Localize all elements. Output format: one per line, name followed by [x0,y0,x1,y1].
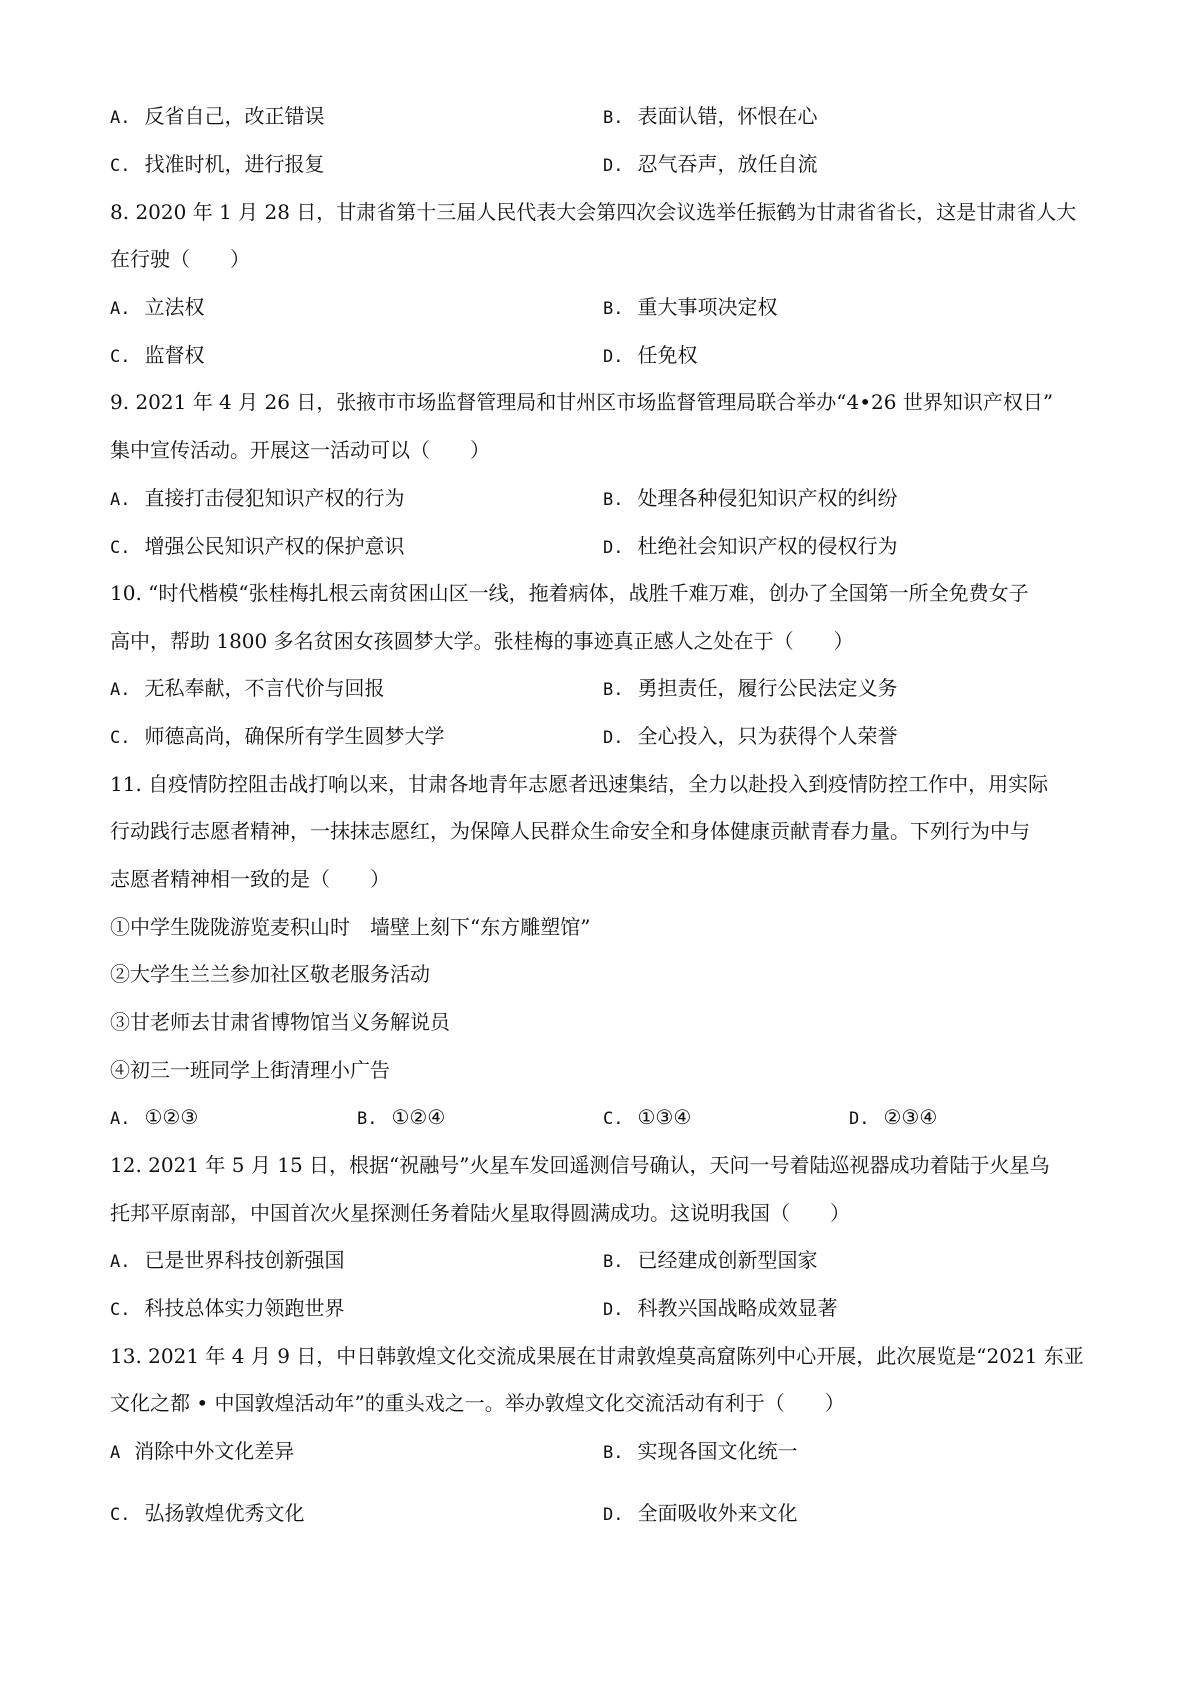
q9-stem-line-2: 集中宣传活动。开展这一活动可以（ ） [110,438,490,462]
q12-option-a[interactable] [110,1247,344,1275]
q13-stem-line-1: 13. 2021 年 4 月 9 日，中日韩敦煌文化交流成果展在甘肃敦煌莫高窟陈列中心开展，此次展览是“2021 东亚 [110,1344,1084,1368]
option-label: C. [110,728,131,748]
option-text: 直接打击侵犯知识产权的行为 [144,486,405,510]
option-text: 消除中外文化差异 [134,1439,295,1463]
option-text: ②③④ [883,1105,938,1129]
q7-option-d[interactable] [603,151,817,179]
option-label: C. [110,156,131,176]
q7-option-a[interactable] [110,103,324,131]
option-text: 弘扬敦煌优秀文化 [144,1501,305,1525]
option-text: 反省自己，改正错误 [144,104,325,128]
q9-option-b[interactable] [603,485,897,513]
q12-option-d[interactable] [603,1295,837,1323]
q11-option-a[interactable] [110,1104,198,1132]
option-label: D. [603,156,624,176]
option-text: 无私奉献，不言代价与回报 [144,676,385,700]
option-text: 已是世界科技创新强国 [144,1248,345,1272]
option-text: 师德高尚，确保所有学生圆梦大学 [144,724,445,748]
option-text: 忍气吞声，放任自流 [637,152,818,176]
q13-option-d[interactable] [603,1500,797,1528]
q8-stem-line-2: 在行驶（ ） [110,247,250,271]
option-label: B. [603,108,624,128]
option-text: 科技总体实力领跑世界 [144,1296,345,1320]
option-text: ①②③ [144,1105,199,1129]
q10-option-d[interactable] [603,723,897,751]
q8-option-b[interactable] [603,294,777,322]
option-label: C. [603,1109,624,1129]
q12-option-b[interactable] [603,1247,817,1275]
q13-stem-line-2: 文化之都 • 中国敦煌活动年”的重头戏之一。举办敦煌文化交流活动有利于（ ） [110,1391,845,1415]
option-label: A. [110,490,131,510]
option-text: 勇担责任，履行公民法定义务 [637,676,898,700]
q11-stem-line-3: 志愿者精神相一致的是（ ） [110,867,390,891]
q7-option-b[interactable] [603,103,817,131]
option-text: 全心投入，只为获得个人荣誉 [637,724,898,748]
option-label: D. [603,728,624,748]
option-label: D. [603,538,624,558]
q9-option-c[interactable] [110,533,404,561]
q11-item-3: ③甘老师去甘肃省博物馆当义务解说员 [110,1010,450,1034]
option-label: A [110,1443,121,1463]
option-text: 杜绝社会知识产权的侵权行为 [637,534,898,558]
option-label: B. [603,1252,624,1272]
q13-option-c[interactable] [110,1500,304,1528]
option-label: B. [603,490,624,510]
q11-option-c[interactable] [603,1104,691,1132]
option-label: D. [603,347,624,367]
option-label: D. [603,1505,624,1525]
option-text: 实现各国文化统一 [637,1439,798,1463]
q10-option-a[interactable] [110,675,384,703]
q12-stem-line-2: 托邦平原南部，中国首次火星探测任务着陆火星取得圆满成功。这说明我国（ ） [110,1201,850,1225]
q12-option-c[interactable] [110,1295,344,1323]
option-text: 立法权 [144,295,205,319]
q11-option-b[interactable] [357,1104,445,1132]
option-label: A. [110,299,131,319]
option-label: C. [110,347,131,367]
option-label: A. [110,680,131,700]
q12-stem-line-1: 12. 2021 年 5 月 15 日，根据“祝融号”火星车发回遥测信号确认，天问一号着陆巡视器成功着陆于火星乌 [110,1153,1050,1177]
q8-option-d[interactable] [603,342,697,370]
option-text: 重大事项决定权 [637,295,778,319]
q11-stem-line-1: 11. 自疫情防控阻击战打响以来，甘肃各地青年志愿者迅速集结，全力以赴投入到疫情防控工作中，用实际 [110,772,1049,796]
q11-item-1: ①中学生陇陇游览麦积山时 墙壁上刻下“东方雕塑馆” [110,915,591,939]
q11-stem-line-2: 行动践行志愿者精神，一抹抹志愿红，为保障人民群众生命安全和身体健康贡献青春力量。下列行为中与 [110,819,1030,843]
option-label: C. [110,1300,131,1320]
q11-item-2: ②大学生兰兰参加社区敬老服务活动 [110,962,430,986]
q10-stem-line-1: 10. “时代楷模“张桂梅扎根云南贫困山区一线，拖着病体，战胜千难万难，创办了全国第一所全免费女子 [110,581,1029,605]
q10-option-b[interactable] [603,675,897,703]
option-text: 已经建成创新型国家 [637,1248,818,1272]
option-label: B. [603,1443,624,1463]
option-text: 找准时机，进行报复 [144,152,325,176]
q7-option-c[interactable] [110,151,324,179]
option-text: 表面认错，怀恨在心 [637,104,818,128]
option-label: B. [357,1109,378,1129]
q9-option-a[interactable] [110,485,404,513]
q9-option-d[interactable] [603,533,897,561]
option-text: 任免权 [637,343,698,367]
option-label: B. [603,680,624,700]
q13-option-a[interactable] [110,1438,294,1466]
option-label: A. [110,1252,131,1272]
option-label: C. [110,538,131,558]
option-text: 处理各种侵犯知识产权的纠纷 [637,486,898,510]
option-label: D. [849,1109,870,1129]
q8-option-c[interactable] [110,342,204,370]
q10-option-c[interactable] [110,723,444,751]
option-text: 全面吸收外来文化 [637,1501,798,1525]
option-text: 科教兴国战略成效显著 [637,1296,838,1320]
option-text: ①②④ [391,1105,446,1129]
q9-stem-line-1: 9. 2021 年 4 月 26 日，张掖市市场监督管理局和甘州区市场监督管理局联合举办“4•26 世界知识产权日” [110,390,1054,414]
q13-option-b[interactable] [603,1438,797,1466]
q10-stem-line-2: 高中，帮助 1800 多名贫困女孩圆梦大学。张桂梅的事迹真正感人之处在于（ ） [110,629,854,653]
option-label: A. [110,1109,131,1129]
option-label: D. [603,1300,624,1320]
option-label: A. [110,108,131,128]
q11-option-d[interactable] [849,1104,937,1132]
option-label: C. [110,1505,131,1525]
option-text: 监督权 [144,343,205,367]
option-text: ①③④ [637,1105,692,1129]
option-label: B. [603,299,624,319]
q8-option-a[interactable] [110,294,204,322]
q8-stem-line-1: 8. 2020 年 1 月 28 日，甘肃省第十三届人民代表大会第四次会议选举任振鹤为甘肃省省长，这是甘肃省人大 [110,200,1077,224]
option-text: 增强公民知识产权的保护意识 [144,534,405,558]
q11-item-4: ④初三一班同学上街清理小广告 [110,1058,390,1082]
